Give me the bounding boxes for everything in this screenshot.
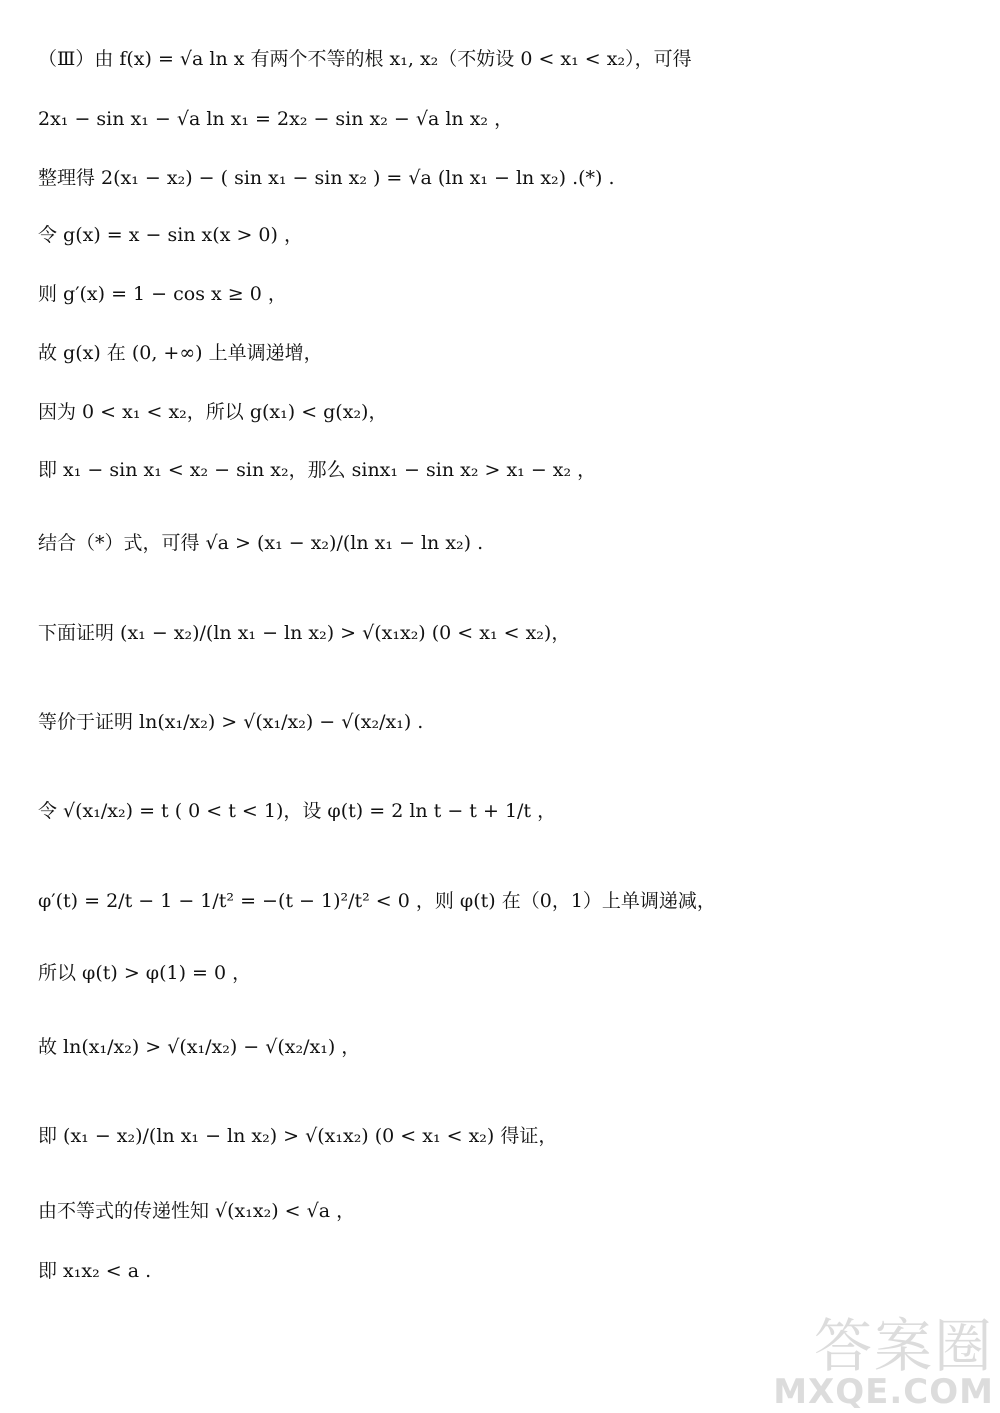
solution-line-4: 令 g(x) = x − sin x(x > 0) ，	[38, 224, 303, 246]
solution-line-6: 故 g(x) 在 (0, +∞) 上单调递增，	[38, 342, 323, 364]
solution-line-8: 即 x₁ − sin x₁ < x₂ − sin x₂，那么 sinx₁ − sin x₂ > x₁ − x₂ ，	[38, 459, 597, 481]
solution-line-9: 结合（*）式，可得 √a > (x₁ − x₂)/(ln x₁ − ln x₂) .	[38, 532, 484, 554]
solution-line-5: 则 g′(x) = 1 − cos x ≥ 0 ，	[38, 283, 287, 305]
solution-line-2: 2x₁ − sin x₁ − √a ln x₁ = 2x₂ − sin x₂ − √a ln x₂ ，	[38, 108, 514, 130]
solution-line-1: （Ⅲ）由 f(x) = √a ln x 有两个不等的根 x₁, x₂（不妨设 0 < x₁ < x₂），可得	[38, 48, 692, 70]
solution-line-3: 整理得 2(x₁ − x₂) − ( sin x₁ − sin x₂ ) = √a (ln x₁ − ln x₂) .(*) .	[38, 167, 615, 189]
solution-line-10: 下面证明 (x₁ − x₂)/(ln x₁ − ln x₂) > √(x₁x₂) (0 < x₁ < x₂)，	[38, 622, 571, 644]
solution-line-11: 等价于证明 ln(x₁/x₂) > √(x₁/x₂) − √(x₂/x₁) .	[38, 711, 424, 733]
solution-line-17: 由不等式的传递性知 √(x₁x₂) < √a ，	[38, 1200, 356, 1222]
solution-line-18: 即 x₁x₂ < a .	[38, 1260, 152, 1282]
solution-line-12: 令 √(x₁/x₂) = t ( 0 < t < 1)，设 φ(t) = 2 ln t − t + 1/t ，	[38, 800, 557, 822]
watermark-logo: 答案圈	[813, 1312, 994, 1380]
solution-line-16: 即 (x₁ − x₂)/(ln x₁ − ln x₂) > √(x₁x₂) (0 < x₁ < x₂) 得证，	[38, 1125, 558, 1147]
solution-line-13: φ′(t) = 2/t − 1 − 1/t² = −(t − 1)²/t² < 0 ，则 φ(t) 在（0，1）上单调递减，	[38, 890, 716, 912]
solution-line-15: 故 ln(x₁/x₂) > √(x₁/x₂) − √(x₂/x₁) ，	[38, 1036, 361, 1058]
watermark	[773, 1312, 994, 1412]
watermark-site: MXQE.COM	[773, 1372, 994, 1412]
solution-line-14: 所以 φ(t) > φ(1) = 0 ，	[38, 962, 252, 984]
solution-line-7: 因为 0 < x₁ < x₂，所以 g(x₁) < g(x₂)，	[38, 401, 388, 423]
